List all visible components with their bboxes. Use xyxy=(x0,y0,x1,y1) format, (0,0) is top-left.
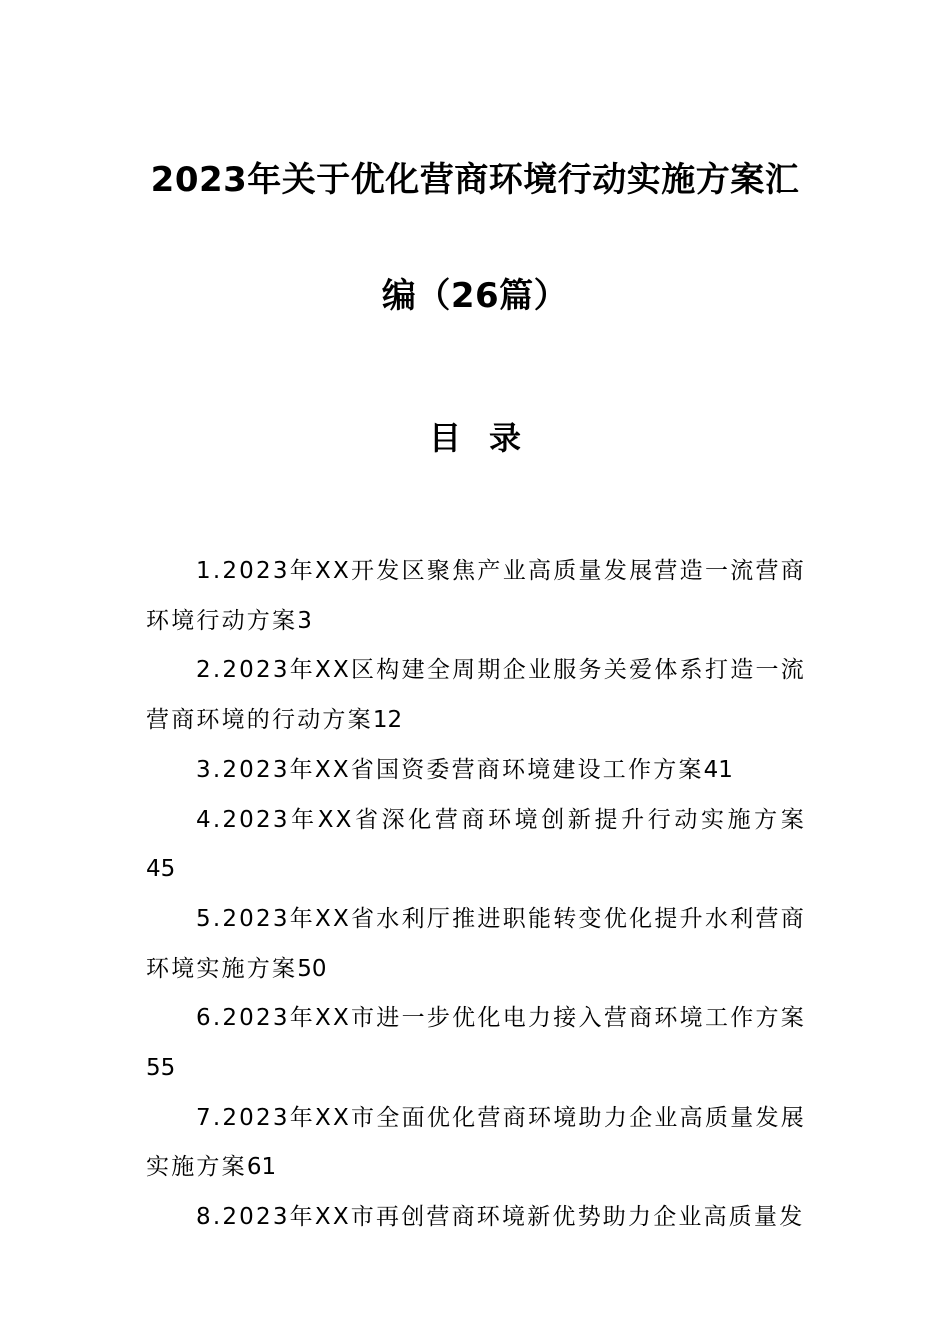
toc-item-text: 6.2023年XX市进一步优化电力接入营商环境工作方案 xyxy=(196,1005,806,1032)
toc-item-page: 12 xyxy=(372,707,403,734)
toc-item-page: 50 xyxy=(297,955,327,982)
toc-item-text: 1.2023年XX开发区聚焦产业高质量发展营造一流营商环境行动方案 xyxy=(146,558,806,634)
toc-item-3[interactable] xyxy=(146,746,806,796)
toc-item-page: 41 xyxy=(703,756,733,783)
toc-item-page: 55 xyxy=(146,1055,176,1082)
toc-item-page: 45 xyxy=(146,856,176,883)
toc-item-text: 5.2023年XX省水利厅推进职能转变优化提升水利营商环境实施方案 xyxy=(146,905,806,982)
toc-item-6[interactable] xyxy=(146,994,806,1093)
toc-item-7[interactable] xyxy=(146,1094,806,1193)
toc-item-text: 8.2023年XX市再创营商环境新优势助力企业高质量发 xyxy=(196,1204,805,1231)
toc-item-4[interactable] xyxy=(146,796,806,895)
toc-item-page: 61 xyxy=(246,1154,277,1181)
toc-item-text: 2.2023年XX区构建全周期企业服务关爱体系打造一流营商环境的行动方案 xyxy=(146,657,806,734)
table-of-contents xyxy=(146,547,806,1243)
toc-item-text: 3.2023年XX省国资委营商环境建设工作方案 xyxy=(196,756,704,783)
toc-item-8[interactable] xyxy=(146,1193,806,1243)
toc-item-5[interactable] xyxy=(146,895,806,994)
document-title-line-2: 编（26篇） xyxy=(381,276,569,316)
document-title-line-1: 2023年关于优化营商环境行动实施方案汇 xyxy=(150,160,800,200)
toc-item-2[interactable] xyxy=(146,646,806,745)
toc-item-text: 4.2023年XX省深化营商环境创新提升行动实施方案 xyxy=(196,806,806,833)
toc-item-page: 3 xyxy=(297,607,312,634)
toc-item-1[interactable] xyxy=(146,547,806,646)
toc-heading: 目录 xyxy=(428,419,549,457)
toc-item-text: 7.2023年XX市全面优化营商环境助力企业高质量发展实施方案 xyxy=(146,1104,806,1181)
